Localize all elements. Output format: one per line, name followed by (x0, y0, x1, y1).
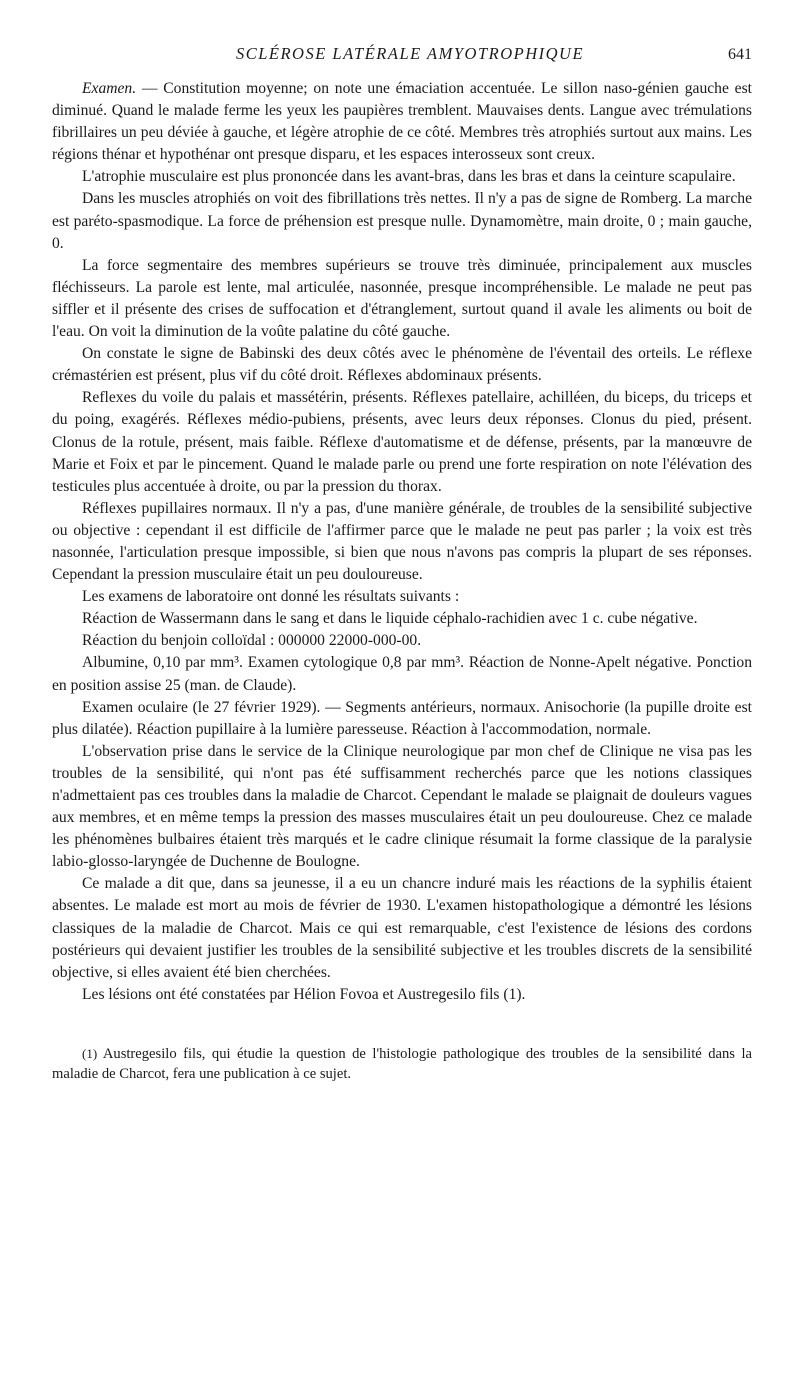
paragraph: On constate le signe de Babinski des deux côtés avec le phénomène de l'éventail des orteils. Le réflexe crémastérien est présent, plus vif du côté droit. Réflexes abdominaux présents. (52, 345, 752, 385)
footnote (52, 1044, 752, 1084)
page-number: 641 (728, 46, 752, 63)
paragraph: Examen oculaire (le 27 février 1929). — Segments antérieurs, normaux. Anisochorie (la pupille droite est plus dilatée). Réaction pupillaire à la lumière paresseuse. Réaction à l'accommodation, normale. (52, 698, 752, 738)
paragraph: Réflexes pupillaires normaux. Il n'y a pas, d'une manière générale, de troubles de la sensibilité subjective ou objective : cependant il est difficile de l'affirmer parce que le malade ne peut pas parler ; la voix est très nasonnée, l'articulation presque impossible, si bien que nous n'avons pas compris la plupart de ses réponses. Cependant la pression musculaire était un peu douloureuse. (52, 499, 752, 584)
paragraph: Ce malade a dit que, dans sa jeunesse, il a eu un chancre induré mais les réactions de la syphilis étaient absentes. Le malade est mort au mois de février de 1930. L'examen histopathologique a démontré les lésions classiques de la maladie de Charcot. Mais ce qui est remarquable, c'est l'existence de lésions des cordons postérieurs qui devaient justifier les troubles de la sensibilité subjective et les troubles discrets de la sensibilité objective, si elles avaient été bien cherchées. (52, 875, 752, 981)
footnote-mark: (1) (82, 1045, 98, 1061)
footnotes (52, 1044, 752, 1084)
paragraph: La force segmentaire des membres supérieurs se trouve très diminuée, principalement aux muscles fléchisseurs. La parole est lente, mal articulée, nasonnée, presque incompréhensible. Le malade ne peut pas siffler et il présente des crises de suffocation et d'étranglement, surtout quand il avale les aliments ou boit de l'eau. On voit la diminution de la voûte palatine du côté gauche. (52, 256, 752, 341)
paragraph: L'observation prise dans le service de la Clinique neurologique par mon chef de Clinique ne visa pas les troubles de la sensibilité, qui n'ont pas été suffisamment recherchés parce que les notions classiques n'admettaient pas ces troubles dans la maladie de Charcot. Cependant le malade se plaignait de douleurs vagues aux membres, et en même temps la pression des masses musculaires était un peu douloureuse. Chez ce malade les phénomènes bulbaires étaient très marqués et le cadre clinique résumait la forme classique de la paralysie labio-glosso-laryngée de Duchenne de Boulogne. (52, 742, 752, 871)
paragraph: Dans les muscles atrophiés on voit des fibrillations très nettes. Il n'y a pas de signe de Romberg. La marche est paréto-spasmodique. La force de préhension est presque nulle. Dynamomètre, main droite, 0 ; main gauche, 0. (52, 190, 752, 252)
paragraph: Les examens de laboratoire ont donné les résultats suivants : (82, 588, 460, 606)
paragraph: Réaction de Wassermann dans le sang et dans le liquide céphalo-rachidien avec 1 c. cube négative. (82, 610, 698, 628)
paragraph: Les lésions ont été constatées par Hélion Fovoa et Austregesilo fils (1). (82, 985, 526, 1003)
paragraph: Réaction du benjoin colloïdal : 000000 22000-000-00. (82, 632, 422, 650)
examen-text: — Constitution moyenne; on note une émaciation accentuée. Le sillon naso-génien gauche est diminué. Quand le malade ferme les yeux les paupières tremblent. Mauvaises dents. Langue avec trémulations fibrillaires un peu déviée à gauche, et légère atrophie de ce côté. Membres très atrophiés surtout aux mains. Les régions thénar et hypothénar ont presque disparu, et les espaces interosseux sont creux. (52, 80, 752, 164)
paragraph: Albumine, 0,10 par mm³. Examen cytologique 0,8 par mm³. Réaction de Nonne-Apelt négative. Ponction en position assise 25 (man. de Claude). (52, 654, 752, 694)
examen-lead: Examen. (82, 80, 137, 97)
footnote-text: Austregesilo fils, qui étudie la question de l'histologie pathologique des troubles de la sensibilité dans la maladie de Charcot, fera une publication à ce sujet. (52, 1045, 752, 1082)
paragraph-examen (52, 78, 752, 166)
paragraph: Reflexes du voile du palais et massétérin, présents. Réflexes patellaire, achilléen, du biceps, du triceps et du poing, exagérés. Réflexes médio-pubiens, présents, avec leurs deux réponses. Clonus du pied, présent. Clonus de la rotule, présent, mais faible. Réflexe d'automatisme et de défense, présents, par la manœuvre de Marie et Foix et par le pincement. Quand le malade parle ou prend une forte respiration on note l'élévation des testicules plus accentuée à droite, ou par la pression du thorax. (52, 389, 752, 495)
paragraph: L'atrophie musculaire est plus prononcée dans les avant-bras, dans les bras et dans la ceinture scapulaire. (82, 168, 736, 186)
running-title: SCLÉROSE LATÉRALE AMYOTROPHIQUE (235, 44, 585, 63)
page-header (52, 44, 752, 64)
body-text (52, 78, 752, 1006)
